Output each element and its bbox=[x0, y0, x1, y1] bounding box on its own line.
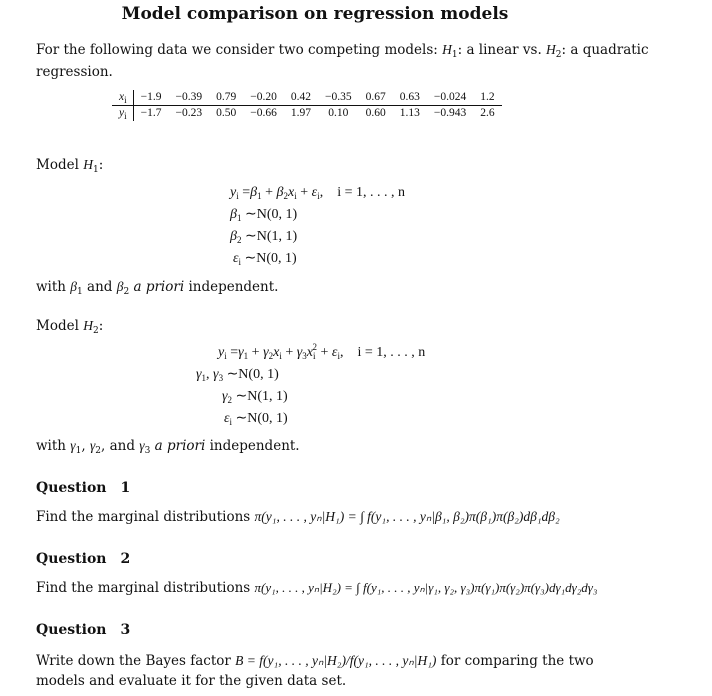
model1-eq-beta1: $\beta_1$ ∼N(0, 1) bbox=[230, 207, 298, 223]
table-cell: 0.10 bbox=[328, 107, 349, 119]
model1-eq-eps: $\varepsilon_i$ ∼N(0, 1) bbox=[233, 251, 297, 267]
table-cell: −0.39 bbox=[169, 90, 210, 106]
table-cell: −1.9 bbox=[133, 90, 168, 106]
model2-eq-regression: $y_i =\gamma_1 + \gamma_2x_i + \gamma_3x_i^2 + \varepsilon_i$, i = 1, . . . , n bbox=[218, 342, 426, 361]
table-row-y bbox=[112, 106, 502, 122]
table-cell: 1.97 bbox=[290, 107, 311, 119]
model2-eq-gamma13: $\gamma_1$, $\gamma_3$ ∼N(0, 1) bbox=[196, 367, 279, 383]
question2-text: Find the marginal distributions π(y₁, . . . , yₙ|H₂) = ∫ f(y₁, . . . , yₙ|γ₁, γ₂, γ₃)π(γ₁)π(γ₂)π(γ₃)dγ₁dγ₂dγ₃ bbox=[36, 580, 598, 596]
model2-eq-gamma2: $\gamma_2$ ∼N(1, 1) bbox=[222, 389, 288, 405]
x-label: $x_i$ bbox=[112, 90, 133, 106]
model2-independence: with $\gamma_1$, $\gamma_2$, and $\gamma_3$ a priori independent. bbox=[36, 438, 300, 456]
table-cell: 0.42 bbox=[284, 90, 318, 106]
model2-heading: Model $H_2$: bbox=[36, 318, 104, 336]
table-cell: 0.79 bbox=[209, 90, 243, 106]
table-cell: −0.23 bbox=[175, 107, 203, 119]
data-table bbox=[112, 90, 502, 121]
intro-paragraph: For the following data we consider two competing models: $H_1$: a linear vs. $H_2$: a quadratic regression. bbox=[36, 42, 649, 80]
table-cell: 1.2 bbox=[473, 90, 501, 106]
question2-heading: Question 2 bbox=[36, 551, 131, 567]
table-cell: −0.66 bbox=[250, 107, 277, 119]
y-label: $y_i$ bbox=[112, 106, 133, 122]
table-cell: 2.6 bbox=[480, 107, 495, 119]
table-cell: −0.943 bbox=[433, 107, 467, 119]
table-cell: 0.63 bbox=[393, 90, 427, 106]
table-cell: −0.35 bbox=[318, 90, 359, 106]
table-cell: 0.67 bbox=[359, 90, 393, 106]
table-cell: 1.13 bbox=[399, 107, 420, 119]
model2-equations bbox=[196, 342, 425, 430]
page-title: Model comparison on regression models bbox=[121, 4, 509, 24]
question1-heading: Question 1 bbox=[36, 480, 131, 496]
table-cell: −1.7 bbox=[140, 107, 162, 119]
question1-text: Find the marginal distributions π(y₁, . . . , yₙ|H₁) = ∫ f(y₁, . . . , yₙ|β₁, β₂)π(β₁)π(β₂)dβ₁dβ₂ bbox=[36, 509, 560, 525]
model2-eq-eps: $\varepsilon_i$ ∼N(0, 1) bbox=[224, 411, 288, 427]
model1-equations bbox=[230, 182, 405, 270]
table-cell: −0.20 bbox=[243, 90, 284, 106]
table-row-x bbox=[112, 90, 502, 106]
model1-eq-regression: $y_i =\beta_1 + \beta_2x_i + \varepsilon_i$, i = 1, . . . , n bbox=[230, 185, 405, 201]
model1-heading: Model $H_1$: bbox=[36, 157, 104, 175]
question3-heading: Question 3 bbox=[36, 622, 131, 638]
table-cell: −0.024 bbox=[427, 90, 473, 106]
table-cell: 0.60 bbox=[365, 107, 386, 119]
model1-eq-beta2: $\beta_2$ ∼N(1, 1) bbox=[230, 229, 298, 245]
question3-text: Write down the Bayes factor B = f(y₁, . . . , yₙ|H₂)/f(y₁, . . . , yₙ|H₁) for comparing the two models and evaluate it for the given data set. bbox=[36, 653, 594, 689]
model1-independence: with $\beta_1$ and $\beta_2$ a priori independent. bbox=[36, 279, 279, 297]
table-cell: 0.50 bbox=[216, 107, 237, 119]
